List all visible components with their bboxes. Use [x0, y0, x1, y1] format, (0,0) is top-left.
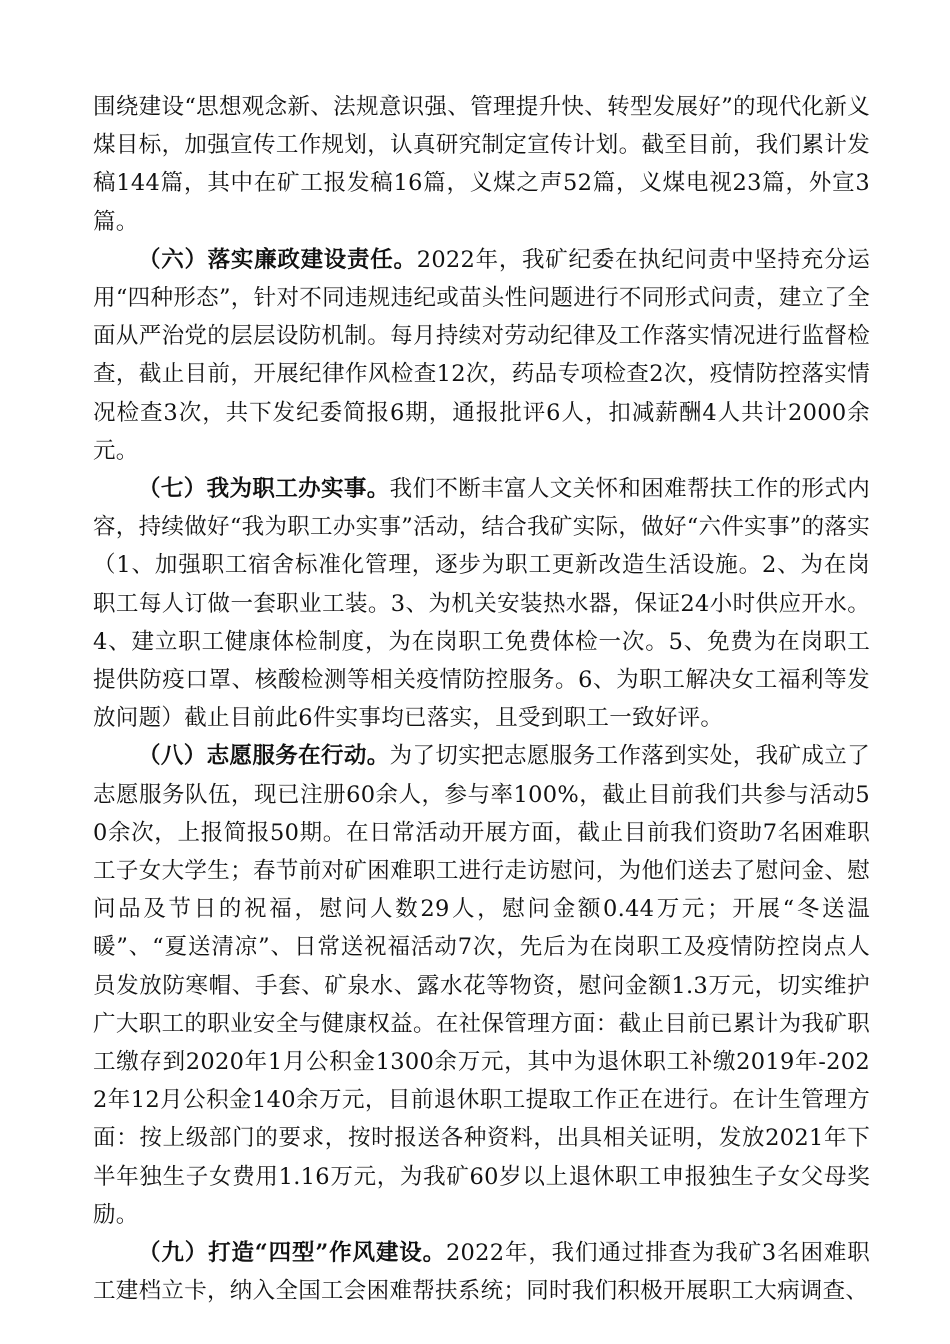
- paragraph-body: 为了切实把志愿服务工作落到实处，我矿成立了志愿服务队伍，现已注册60余人，参与率100%，截止目前我们共参与活动50余次，上报简报50期。在日常活动开展方面，截止目前我们资助7名困难职工子女大学生；春节前对矿困难职工进行走访慰问，为他们送去了慰问金、慰问品及节日的祝福，慰问人数29人，慰问金额0.44万元；开展“冬送温暖”、“夏送清凉”、日常送祝福活动7次，先后为在岗职工及疫情防控岗点人员发放防寒帽、手套、矿泉水、露水花等物资，慰问金额1.3万元，切实维护广大职工的职业安全与健康权益。在社保管理方面：截止目前已累计为我矿职工缴存到2020年1月公积金1300余万元，其中为退休职工补缴2019年-2022年12月公积金140余万元，目前退休职工提取工作正在进行。在计生管理方面：按上级部门的要求，按时报送各种资料，出具相关证明，发放2021年下半年独生子女费用1.16万元，为我矿60岁以上退休职工申报独生子女父母奖励。: [93, 743, 870, 1228]
- paragraph-practical-matters: [93, 470, 870, 737]
- paragraph-body: 我们不断丰富人文关怀和困难帮扶工作的形式内容，持续做好“我为职工办实事”活动，结合我矿实际，做好“六件实事”的落实（1、加强职工宿舍标准化管理，逐步为职工更新改造生活设施。2、为在岗职工每人订做一套职业工装。3、为机关安装热水器，保证24小时供应开水。4、建立职工健康体检制度，为在岗职工免费体检一次。5、免费为在岗职工提供防疫口罩、核酸检测等相关疫情防控服务。6、为职工解决女工福利等发放问题）截止目前此6件实事均已落实，且受到职工一致好评。: [93, 476, 870, 732]
- paragraph-propaganda-continued: [93, 88, 870, 241]
- section-heading: （七）我为职工办实事。: [138, 476, 390, 503]
- paragraph-integrity-responsibility: [93, 241, 870, 470]
- section-heading: （八）志愿服务在行动。: [138, 743, 390, 770]
- paragraph-volunteer-service: [93, 737, 870, 1234]
- section-heading: （六）落实廉政建设责任。: [138, 246, 417, 273]
- paragraph-work-style: [93, 1234, 870, 1310]
- paragraph-body: 围绕建设“思想观念新、法规意识强、管理提升快、转型发展好”的现代化新义煤目标，加强宣传工作规划，认真研究制定宣传计划。截至目前，我们累计发稿144篇，其中在矿工报发稿16篇，义煤之声52篇，义煤电视23篇，外宣3篇。: [93, 94, 870, 235]
- document-page: [93, 88, 870, 1311]
- paragraph-body: 2022年，我矿纪委在执纪问责中坚持充分运用“四种形态”，针对不同违规违纪或苗头性问题进行不同形式问责，建立了全面从严治党的层层设防机制。每月持续对劳动纪律及工作落实情况进行监督检查，截止目前，开展纪律作风检查12次，药品专项检查2次，疫情防控落实情况检查3次，共下发纪委简报6期，通报批评6人，扣减薪酬4人共计2000余元。: [93, 246, 870, 464]
- paragraph-body: 2022年，我们通过排查为我矿3名困难职工建档立卡，纳入全国工会困难帮扶系统；同时我们积极开展职工大病调查、: [93, 1240, 870, 1305]
- section-heading: （九）打造“四型”作风建设。: [138, 1240, 446, 1267]
